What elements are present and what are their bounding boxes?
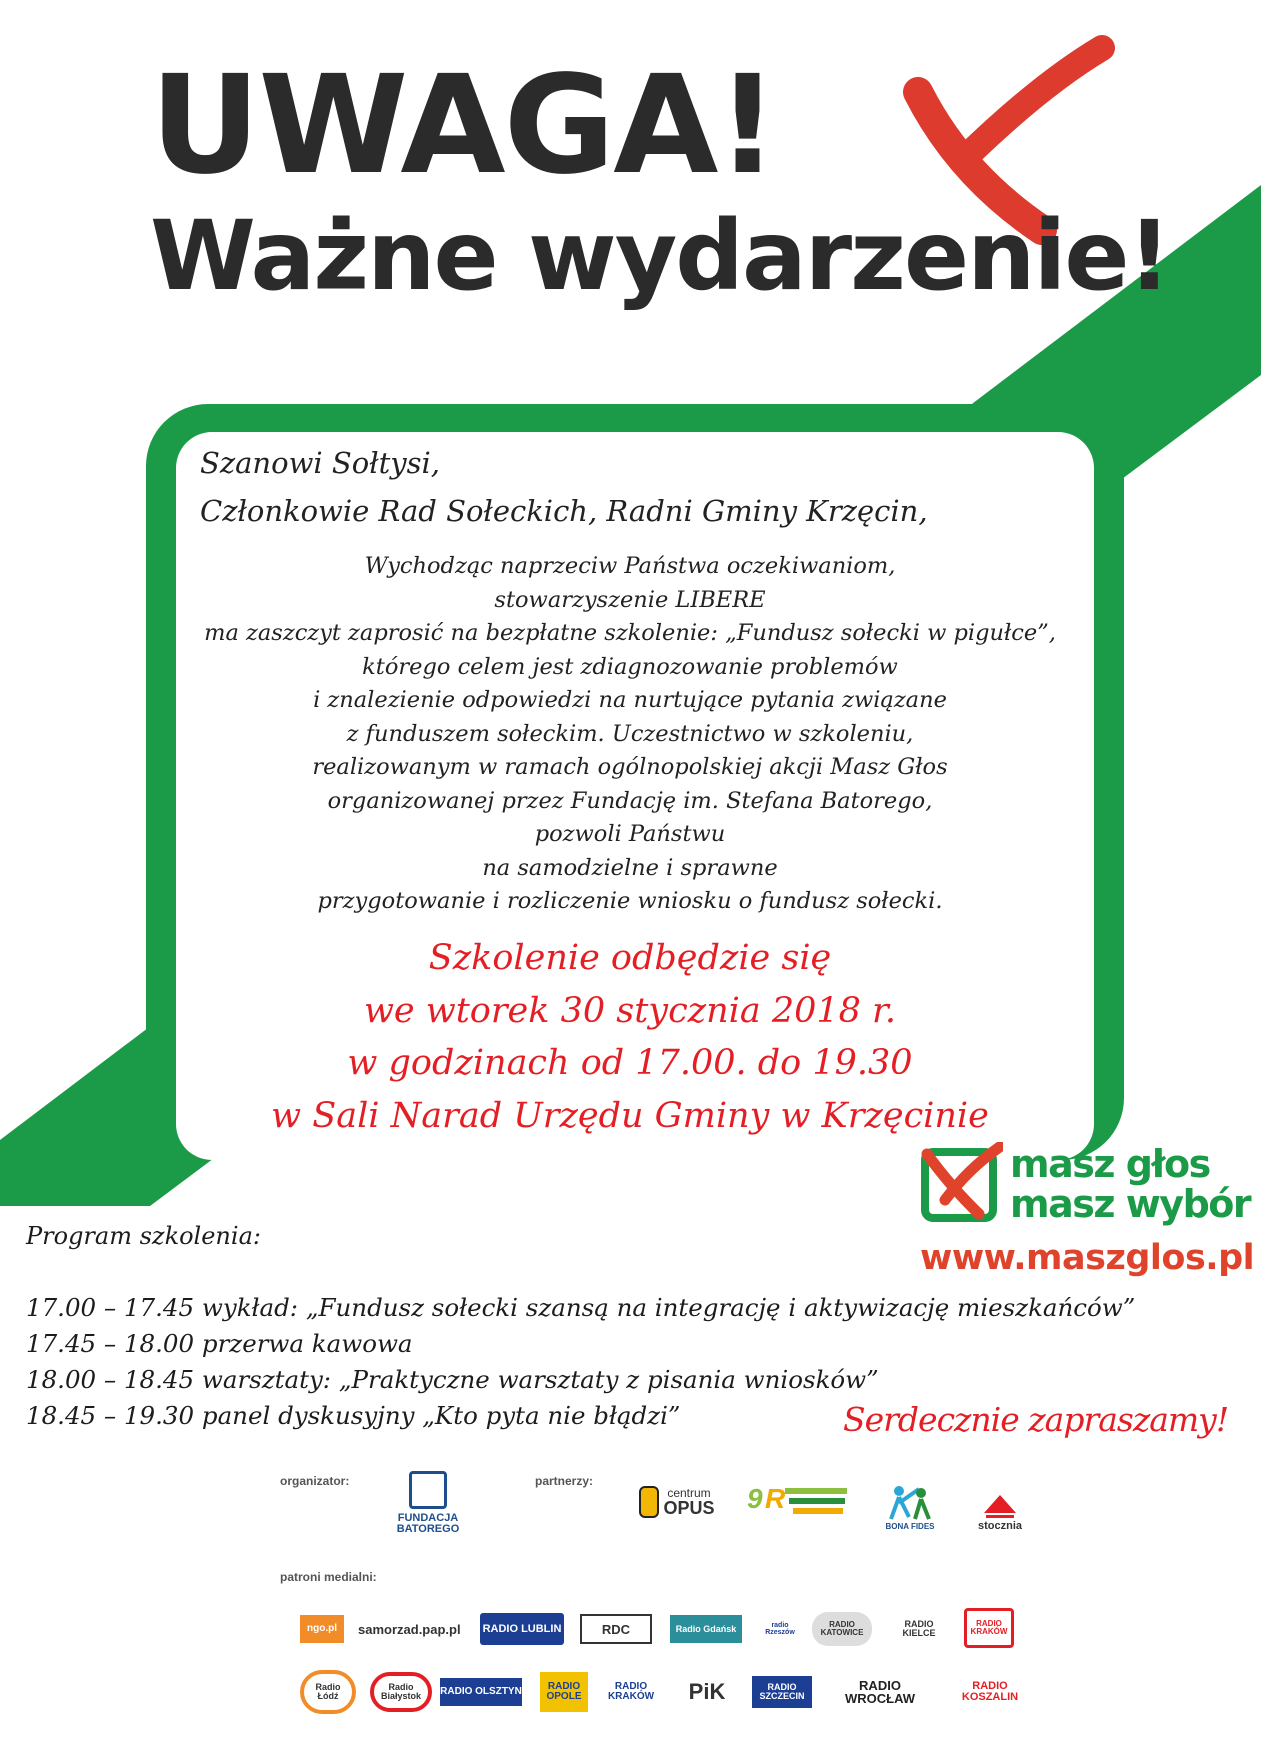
title-uwaga: UWAGA! (150, 47, 777, 205)
greeting-line-2: Członkowie Rad Sołeckich, Radni Gminy Krzęcin, (200, 494, 928, 528)
body-line: Wychodząc naprzeciw Państwa oczekiwaniom, (364, 553, 896, 579)
partner-logo-green (745, 1478, 855, 1528)
program-item: 18.45 – 19.30 panel dyskusyjny „Kto pyta nie błądzi” (26, 1401, 681, 1430)
media-logo: RADIO SZCZECIN (752, 1676, 812, 1708)
partner-logo-bona-fides (880, 1474, 940, 1540)
media-logo: radio Rzeszów (765, 1622, 795, 1636)
event-line: we wtorek 30 stycznia 2018 r. (363, 990, 897, 1031)
body-line: na samodzielne i sprawne (482, 854, 778, 881)
greeting-line-1: Szanowi Sołtysi, (200, 446, 441, 480)
closing-invitation: Serdecznie zapraszamy! (843, 1400, 1229, 1439)
partner-logo-stocznia (970, 1470, 1030, 1542)
masz-glos-logo-text (1010, 1144, 1250, 1224)
svg-text:R: R (765, 1483, 786, 1514)
program-title: Program szkolenia: (26, 1222, 261, 1250)
body-line: realizowanym w ramach ogólnopolskiej akcji Masz Głos (312, 754, 948, 780)
partner-logo-opus (635, 1482, 719, 1522)
media-logo: samorzad.pap.pl (358, 1621, 461, 1637)
event-line: w Sali Narad Urzędu Gminy w Krzęcinie (271, 1095, 989, 1136)
event-details (150, 932, 1110, 1142)
body-line: i znalezienie odpowiedzi na nurtujące pytania związane (313, 687, 947, 713)
body-line: pozwoli Państwu (534, 821, 726, 847)
media-logo: RADIO KOSZALIN (961, 1680, 1019, 1703)
logo-text: stocznia (977, 1519, 1022, 1532)
media-logo: RADIO LUBLIN (480, 1613, 564, 1645)
media-logo: Radio Gdańsk (670, 1615, 742, 1643)
logo-line-1: masz głos (1010, 1142, 1210, 1186)
opus-icon (639, 1486, 659, 1518)
event-line: Szkolenie odbędzie się (428, 938, 832, 978)
organizer-logo-batory (383, 1470, 473, 1536)
media-logo: RADIO OPOLE (540, 1672, 588, 1712)
media-logo: RADIO KRAKÓW (607, 1681, 655, 1702)
logo-text: BATOREGO (396, 1523, 460, 1535)
body-line: przygotowanie i rozliczenie wniosku o fundusz sołecki. (317, 888, 943, 914)
title-wazne-wydarzenie: Ważne wydarzenie! (150, 200, 1170, 312)
program-item: 17.45 – 18.00 przerwa kawowa (26, 1329, 413, 1358)
body-line: organizowanej przez Fundację im. Stefana Batorego, (327, 787, 933, 814)
logo-text: OPUS (663, 1498, 715, 1518)
media-logo: ngo.pl (300, 1615, 344, 1643)
media-logo: RADIO KIELCE (902, 1619, 936, 1638)
media-logo: RADIO KRAKÓW (964, 1608, 1014, 1648)
invitation-body (150, 550, 1110, 919)
media-logo: RADIO KATOWICE (812, 1612, 872, 1646)
campaign-url[interactable]: www.maszglos.pl (920, 1238, 1255, 1278)
batory-icon (409, 1471, 447, 1509)
program-item: 17.00 – 17.45 wykład: „Fundusz sołecki szansą na integrację i aktywizację mieszkańców” (26, 1293, 1136, 1322)
body-line: którego celem jest zdiagnozowanie problemów (362, 653, 898, 680)
media-logo: RADIO WROCŁAW (844, 1678, 916, 1706)
logo-text: FUNDACJA (397, 1512, 459, 1524)
media-logo: RADIO OLSZTYN (440, 1678, 522, 1706)
organizer-label: organizator: (280, 1474, 350, 1488)
logo-text: centrum (667, 1486, 711, 1500)
body-line: z funduszem sołeckim. Uczestnictwo w szkoleniu, (346, 720, 914, 747)
bona-fides-icon (885, 1483, 935, 1523)
masz-glos-logo-icon (921, 1142, 1003, 1224)
event-line: w godzinach od 17.00. do 19.30 (347, 1043, 913, 1083)
logo-text: BONA FIDES (885, 1522, 935, 1531)
media-logo: PiK (688, 1679, 726, 1704)
program-item: 18.00 – 18.45 warsztaty: „Praktyczne warsztaty z pisania wniosków” (26, 1365, 879, 1394)
svg-text:9: 9 (747, 1483, 763, 1514)
media-label: patroni medialni: (280, 1570, 377, 1584)
logo-line-2: masz wybór (1010, 1182, 1251, 1226)
body-line: ma zaszczyt zaprosić na bezpłatne szkolenie: „Fundusz sołecki w pigułce”, (204, 620, 1056, 646)
stocznia-icon (980, 1481, 1020, 1521)
partners-label: partnerzy: (535, 1474, 594, 1488)
media-logo: Radio Łódź (300, 1670, 356, 1714)
media-logo: RDC (580, 1614, 652, 1644)
body-line: stowarzyszenie LIBERE (494, 586, 766, 613)
media-logo: Radio Białystok (370, 1672, 432, 1712)
